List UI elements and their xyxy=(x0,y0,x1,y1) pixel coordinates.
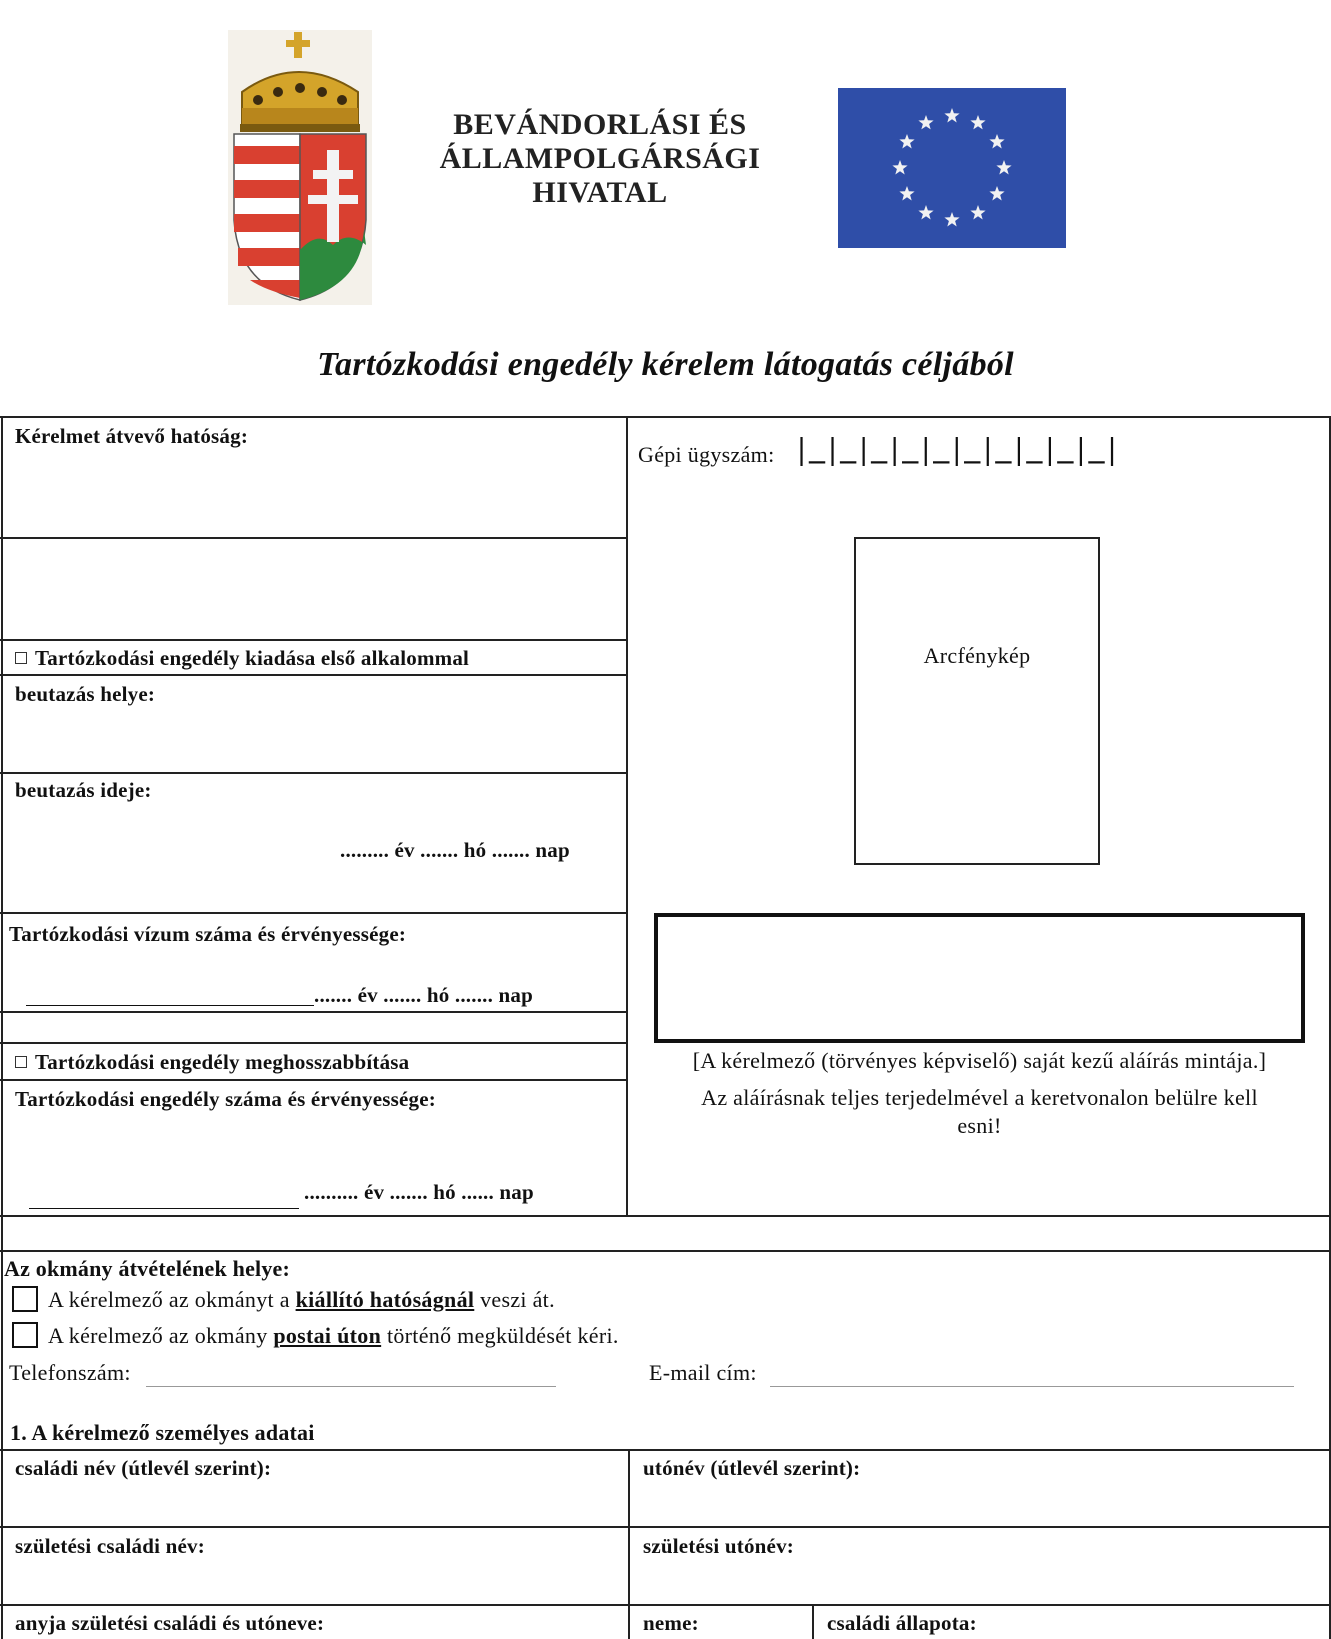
pickup-post-checkbox[interactable] xyxy=(12,1322,38,1348)
sex-divider xyxy=(812,1604,814,1639)
photo-label: Arcfénykép xyxy=(923,643,1031,668)
pickup-office-option xyxy=(48,1287,555,1313)
signature-note-line-2: esni! xyxy=(957,1113,1002,1138)
entry-place-field[interactable] xyxy=(3,708,623,770)
permit-label: Tartózkodási engedély száma és érvényessége: xyxy=(15,1087,436,1111)
entry-date-label: beutazás ideje: xyxy=(15,778,152,802)
personal-mid-divider xyxy=(628,1449,630,1639)
pickup-office-text-em: kiállító hatóságnál xyxy=(295,1287,475,1312)
email-label: E-mail cím: xyxy=(649,1360,757,1385)
row-divider xyxy=(0,1449,1331,1451)
form-left-border xyxy=(1,416,3,1639)
form-title: Tartózkodási engedély kérelem látogatás céljából xyxy=(317,346,1014,383)
pickup-post-text-post: történő megküldését kéri. xyxy=(386,1323,619,1348)
signature-note xyxy=(628,1084,1331,1140)
row-divider xyxy=(0,772,626,774)
row-divider xyxy=(0,912,626,914)
permit-date-fill[interactable]: .......... év ....... hó ...... nap xyxy=(304,1180,534,1204)
row-divider xyxy=(0,1042,626,1044)
mother-name-label: anyja születési családi és utóneve: xyxy=(15,1611,325,1635)
first-issue-option[interactable] xyxy=(15,646,469,671)
permit-number-field[interactable] xyxy=(29,1208,299,1209)
case-number-boxes[interactable]: |_|_|_|_|_|_|_|_|_|_| xyxy=(798,430,1120,466)
row-divider xyxy=(0,1526,1331,1528)
extension-checkbox[interactable] xyxy=(15,1056,27,1068)
pickup-heading: Az okmány átvételének helye: xyxy=(4,1256,291,1281)
first-issue-checkbox[interactable] xyxy=(15,652,27,664)
pickup-post-text-pre: A kérelmező az okmány xyxy=(48,1323,268,1348)
authority-label: Kérelmet átvevő hatóság: xyxy=(15,424,249,448)
row-divider xyxy=(0,1250,1331,1252)
agency-name-line-1: BEVÁNDORLÁSI ÉS xyxy=(453,108,747,141)
visa-date-fill[interactable]: ....... év ....... hó ....... nap xyxy=(314,983,533,1007)
pickup-post-text-em: postai úton xyxy=(273,1323,382,1348)
pickup-office-text-post: veszi át. xyxy=(480,1287,555,1312)
row-divider xyxy=(0,1079,626,1081)
pickup-office-checkbox[interactable] xyxy=(12,1286,38,1312)
email-field[interactable] xyxy=(770,1386,1294,1387)
sex-label: neme: xyxy=(643,1611,699,1635)
entry-place-label: beutazás helye: xyxy=(15,682,156,706)
photo-box[interactable] xyxy=(854,537,1100,865)
case-number-label: Gépi ügyszám: xyxy=(638,442,775,467)
agency-name-line-2: ÁLLAMPOLGÁRSÁGI xyxy=(439,142,761,175)
row-divider xyxy=(0,1011,626,1013)
eu-flag-icon xyxy=(838,88,1066,248)
signature-caption: [A kérelmező (törvényes képviselő) saját kezű aláírás mintája.] xyxy=(692,1048,1267,1073)
form-right-border xyxy=(1329,416,1331,1639)
birth-given-name-label: születési utónév: xyxy=(643,1534,794,1558)
birth-family-name-label: születési családi név: xyxy=(15,1534,205,1558)
agency-name xyxy=(420,108,780,210)
visa-number-field[interactable] xyxy=(26,1005,314,1006)
pickup-post-option xyxy=(48,1323,619,1349)
row-divider xyxy=(0,1604,1331,1606)
first-issue-label: Tartózkodási engedély kiadása első alkalommal xyxy=(35,646,470,670)
marital-status-label: családi állapota: xyxy=(827,1611,977,1635)
family-name-label: családi név (útlevél szerint): xyxy=(15,1456,272,1480)
phone-label: Telefonszám: xyxy=(9,1360,131,1385)
extension-option[interactable] xyxy=(15,1050,409,1075)
authority-field[interactable] xyxy=(3,450,623,536)
signature-box[interactable] xyxy=(654,913,1305,1043)
agency-name-line-3: HIVATAL xyxy=(532,176,668,209)
pickup-office-text-pre: A kérelmező az okmányt a xyxy=(48,1287,290,1312)
entry-date-fill[interactable]: ......... év ....... hó ....... nap xyxy=(340,838,570,862)
row-divider xyxy=(0,537,626,539)
visa-label: Tartózkodási vízum száma és érvényessége: xyxy=(9,922,407,946)
extension-label: Tartózkodási engedély meghosszabbítása xyxy=(35,1050,410,1074)
given-name-label: utónév (útlevél szerint): xyxy=(643,1456,861,1480)
row-divider xyxy=(0,639,626,641)
phone-field[interactable] xyxy=(146,1386,556,1387)
personal-data-heading: 1. A kérelmező személyes adatai xyxy=(10,1420,315,1445)
coat-of-arms-icon xyxy=(228,30,372,305)
row-divider xyxy=(0,674,626,676)
signature-note-line-1: Az aláírásnak teljes terjedelmével a keretvonalon belülre kell xyxy=(701,1085,1258,1110)
row-divider xyxy=(0,1215,1331,1217)
form-top-border xyxy=(0,416,1331,418)
